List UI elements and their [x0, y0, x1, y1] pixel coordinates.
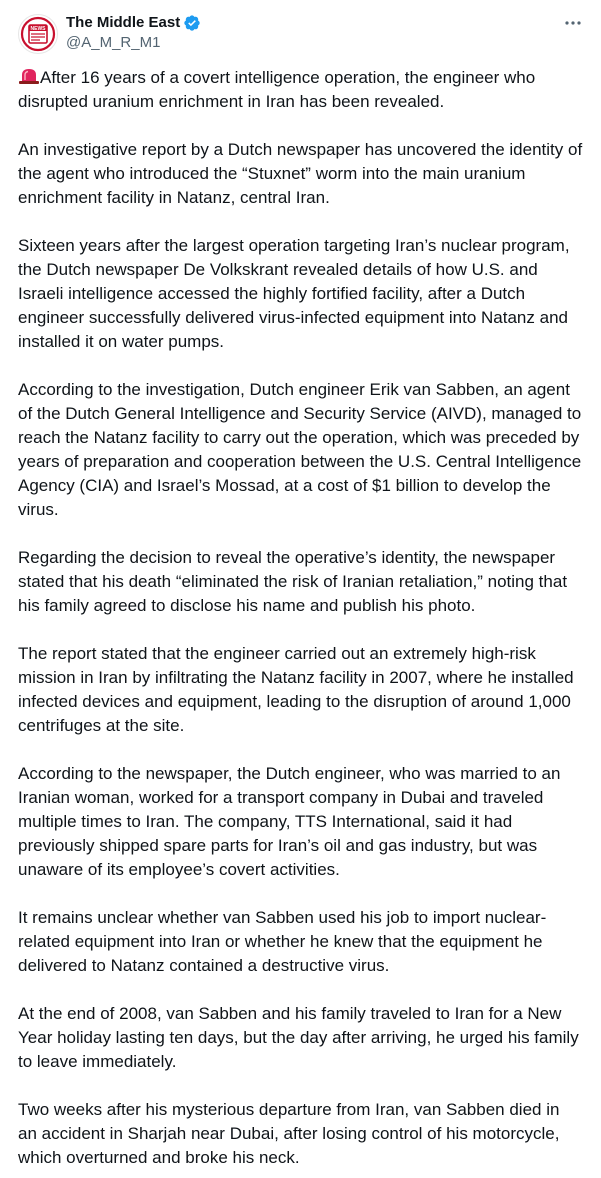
tweet-paragraph [18, 66, 583, 114]
tweet-paragraph: According to the newspaper, the Dutch engineer, who was married to an Iranian woman, worked for a transport company in Dubai and traveled multiple times to Iran. The company, TTS International, said it had previously shipped spare parts for Iran’s oil and gas industry, but was unaware of its employee’s covert activities. [18, 764, 561, 879]
tweet-text [18, 66, 583, 1170]
tweet-paragraph: The report stated that the engineer carried out an extremely high-risk mission in Iran by infiltrating the Natanz facility in 2007, where he installed infected devices and equipment, leading to the disruption of around 1,000 centrifuges at the site. [18, 644, 574, 735]
tweet-paragraph: It remains unclear whether van Sabben used his job to import nuclear-related equipment into Iran or whether he knew that the equipment he delivered to Natanz contained a destructive virus. [18, 908, 547, 975]
siren-emoji-icon [18, 67, 40, 85]
tweet-paragraph-text: After 16 years of a covert intelligence operation, the engineer who disrupted uranium enrichment in Iran has been revealed. [18, 68, 536, 111]
avatar[interactable] [18, 14, 58, 54]
author-info [66, 12, 201, 53]
tweet-header [18, 12, 583, 60]
verified-badge-icon[interactable] [183, 14, 201, 32]
author-handle[interactable]: @A_M_R_M1 [66, 34, 161, 51]
more-options-button[interactable] [561, 13, 585, 33]
tweet-paragraph: An investigative report by a Dutch newspaper has uncovered the identity of the agent who introduced the “Stuxnet” worm into the main uranium enrichment facility in Natanz, central Iran. [18, 140, 583, 207]
news-logo-icon [20, 16, 56, 52]
tweet-paragraph: Regarding the decision to reveal the operative’s identity, the newspaper stated that his death “eliminated the risk of Iranian retaliation,” noting that his family agreed to disclose his name and publish his photo. [18, 548, 568, 615]
avatar-logo-text: NEWS [30, 26, 46, 32]
author-name-row [66, 13, 201, 33]
tweet-paragraph: According to the investigation, Dutch engineer Erik van Sabben, an agent of the Dutch General Intelligence and Security Service (AIVD), managed to reach the Natanz facility to carry out the operation, which was preceded by years of preparation and cooperation between the U.S. Central Intelligence Agency (CIA) and Israel’s Mossad, at a cost of $1 billion to develop the virus. [18, 380, 582, 519]
tweet-paragraph: Sixteen years after the largest operation targeting Iran’s nuclear program, the Dutch newspaper De Volkskrant revealed details of how U.S. and Israeli intelligence accessed the highly fortified facility, after a Dutch engineer successfully delivered virus-infected equipment into Natanz and installed it on water pumps. [18, 236, 570, 351]
ellipsis-icon [564, 20, 582, 26]
tweet-paragraph: At the end of 2008, van Sabben and his family traveled to Iran for a New Year holiday lasting ten days, but the day after arriving, he urged his family to leave immediately. [18, 1004, 579, 1071]
author-display-name[interactable]: The Middle East [66, 14, 181, 31]
tweet-paragraph: Two weeks after his mysterious departure from Iran, van Sabben died in an accident in Sharjah near Dubai, after losing control of his motorcycle, which overturned and broke his neck. [18, 1100, 560, 1167]
